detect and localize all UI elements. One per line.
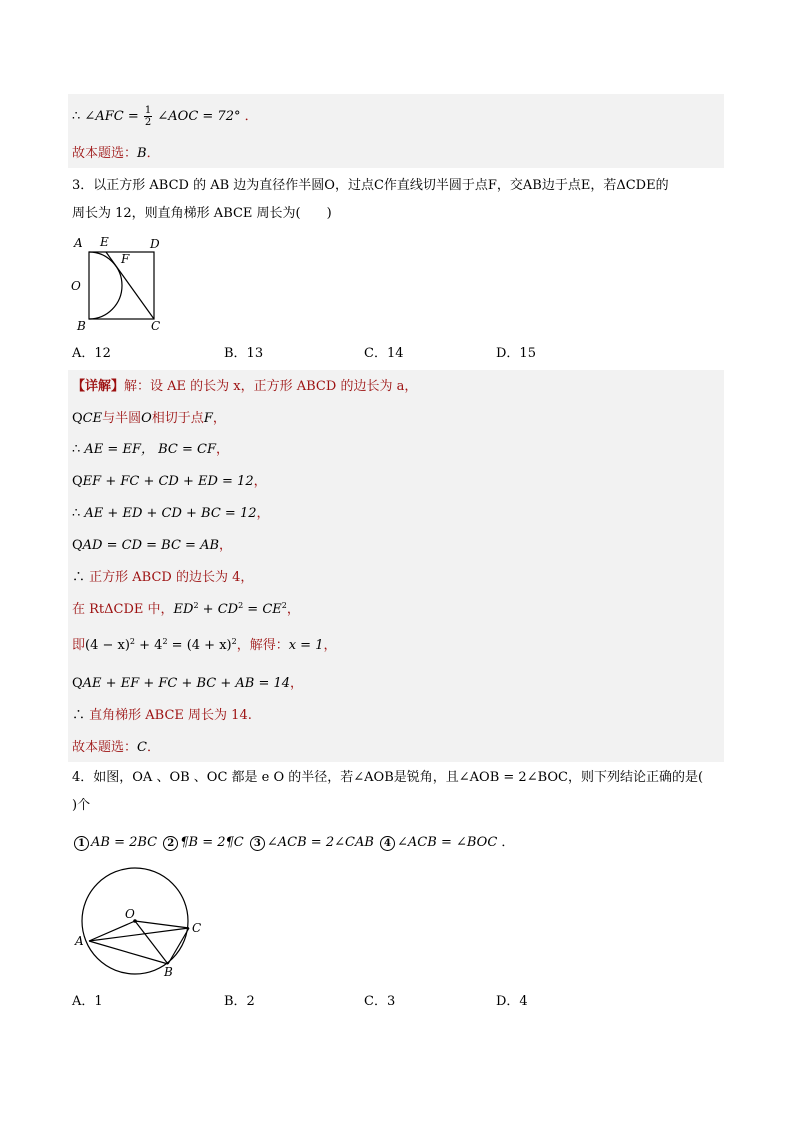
q3-stem-line-1: 3．以正方形 ABCD 的 AB 边为直径作半圆O，过点C作直线切半圆于点F，交AB边于点E，若ΔCDE的 (72, 178, 669, 193)
circled-number-2: 2 (163, 836, 178, 851)
label-c: C (151, 319, 161, 333)
q3-solution-line-2: QCE与半圆O相切于点F， (72, 411, 226, 426)
q3-solution-line-11: ∴ 直角梯形 ABCE 周长为 14. (72, 708, 252, 723)
q3-solution-line-6: QAD = CD = BC = AB， (72, 538, 233, 553)
circled-number-1: 1 (74, 836, 89, 851)
q3-square-figure (68, 232, 178, 336)
label-b: B (164, 965, 173, 979)
q4-option-c[interactable]: C．3 (364, 994, 396, 1009)
q4-stem-line-1: 4．如图，OA 、OB 、OC 都是 e O 的半径，若∠AOB是锐角，且∠AOB = 2∠BOC，则下列结论正确的是( (72, 770, 704, 785)
label-b: B (77, 319, 86, 333)
q3-solution-line-9: 即$(4 - x)^2 + 4^2 = (4 + x)^2$，解得：x = 1， (72, 637, 337, 653)
detail-tag: 【详解】 (72, 379, 125, 394)
label-f: F (121, 252, 130, 266)
label-o: O (125, 907, 135, 921)
q3-solution-line-10: QAE + EF + FC + BC + AB = 14， (72, 676, 304, 691)
q3-option-a[interactable]: A．12 (72, 346, 111, 361)
q3-solution-line-12: 故本题选：C． (72, 740, 160, 755)
q4-option-a[interactable]: A．1 (72, 994, 103, 1009)
q4-circle-figure (68, 862, 218, 982)
label-o: O (71, 279, 81, 293)
q3-option-c[interactable]: C．14 (364, 346, 404, 361)
q4-stem-line-2: )个 (72, 798, 91, 813)
fraction-one-half: $\frac{1}{2}$ (144, 105, 152, 128)
q3-solution-line-7: ∴ 正方形 ABCD 的边长为 4， (72, 570, 254, 585)
label-a: A (74, 236, 83, 250)
label-d: D (150, 237, 160, 251)
circled-number-3: 3 (250, 836, 265, 851)
radius-oc (135, 921, 189, 928)
top-line-1: ∴ ∠AFC = $\frac{1}{2}$ ∠AOC = 72° ． (72, 105, 258, 128)
q4-option-d[interactable]: D．4 (496, 994, 528, 1009)
solution-shade-q3 (68, 370, 724, 762)
label-e: E (100, 235, 109, 249)
q3-option-d[interactable]: D．15 (496, 346, 536, 361)
chord-bc (168, 928, 189, 964)
radius-ob (135, 921, 168, 964)
q3-option-b[interactable]: B．13 (224, 346, 264, 361)
circled-number-4: 4 (380, 836, 395, 851)
q4-conclusions: 1 AB = 2BC 2 ¶B = 2¶C 3 ∠ACB = 2∠CAB 4 ∠ACB = ∠BOC ． (72, 834, 514, 852)
q3-stem-line-2: 周长为 12，则直角梯形 ABCE 周长为( ) (72, 206, 332, 221)
q3-solution-line-8: 在 RtΔCDE 中，$ED^2 + CD^2 = CE^2$， (72, 601, 300, 617)
q4-option-b[interactable]: B．2 (224, 994, 255, 1009)
semicircle-o (89, 252, 122, 319)
q3-solution-line-5: ∴ AE + ED + CD + BC = 12， (72, 506, 270, 521)
chord-ab (89, 941, 168, 964)
q3-solution-line-3: ∴ AE = EF， BC = CF， (72, 442, 229, 457)
label-c: C (192, 921, 202, 935)
label-a: A (75, 934, 84, 948)
top-line-2: 故本题选：B． (72, 146, 160, 161)
q3-solution-line-4: QEF + FC + CD + ED = 12， (72, 474, 267, 489)
q3-solution-line-1: 【详解】解：设 AE 的长为 x，正方形 ABCD 的边长为 a， (72, 379, 418, 394)
